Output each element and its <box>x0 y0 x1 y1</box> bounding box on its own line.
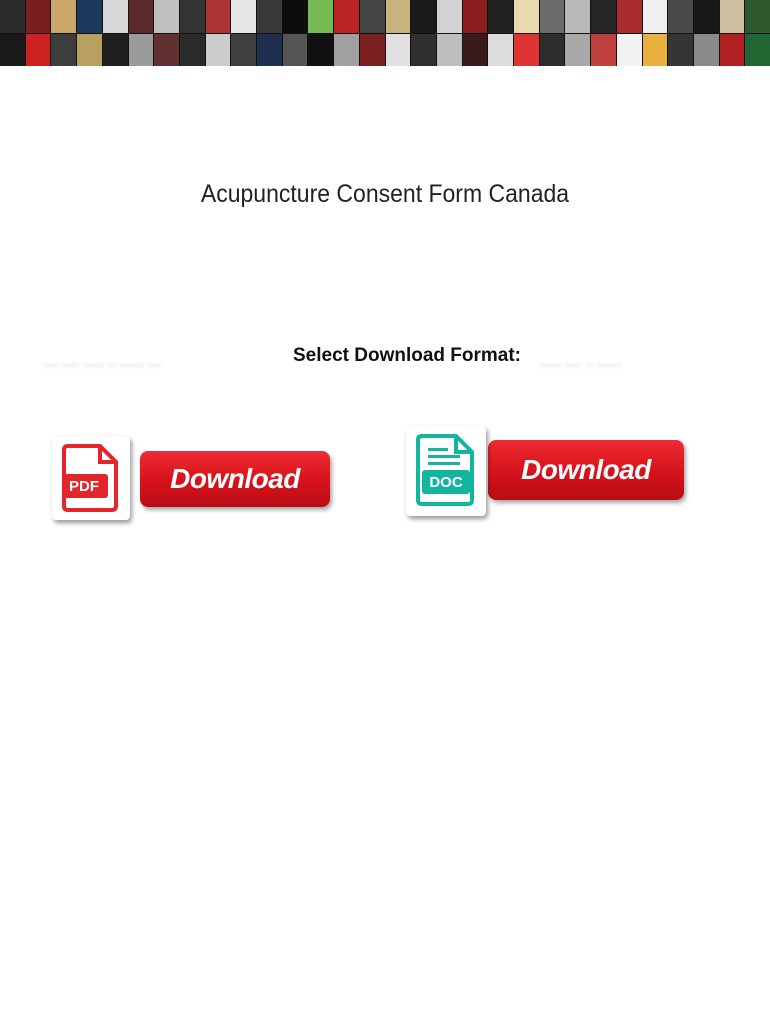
doc-icon-card <box>406 426 486 516</box>
cover-thumbnail <box>514 34 539 67</box>
cover-thumbnail <box>720 0 745 33</box>
cover-thumbnail <box>617 34 642 67</box>
cover-thumbnail <box>643 34 668 67</box>
cover-thumbnail <box>745 0 770 33</box>
cover-thumbnail <box>334 34 359 67</box>
doc-download-red-bar[interactable] <box>488 440 684 500</box>
doc-download-button[interactable] <box>406 426 690 520</box>
cover-thumbnail <box>0 34 25 67</box>
doc-file-icon <box>416 434 476 506</box>
pdf-icon-card <box>52 436 130 520</box>
blurred-background-text: ▪▪▪▪▪ ▪▪▪▪ ▪▪ ▪▪▪▪▪▪ <box>540 358 623 372</box>
cover-thumbnail <box>257 34 282 67</box>
cover-thumbnail <box>231 34 256 67</box>
doc-download-label: Download <box>521 454 651 485</box>
cover-thumbnail <box>694 34 719 67</box>
cover-thumbnail <box>411 0 436 33</box>
cover-thumbnail <box>540 0 565 33</box>
cover-thumbnail <box>565 34 590 67</box>
cover-thumbnail <box>617 0 642 33</box>
cover-thumbnail <box>180 0 205 33</box>
cover-thumbnail <box>386 0 411 33</box>
pdf-download-label: Download <box>170 463 300 494</box>
cover-thumbnail <box>206 34 231 67</box>
pdf-download-button[interactable] <box>52 436 334 524</box>
cover-thumbnail <box>129 34 154 67</box>
cover-thumbnail <box>308 0 333 33</box>
cover-thumbnail <box>591 0 616 33</box>
cover-thumbnail <box>360 0 385 33</box>
cover-thumbnail <box>231 0 256 33</box>
cover-thumbnail <box>154 0 179 33</box>
cover-thumbnail <box>334 0 359 33</box>
cover-thumbnail <box>514 0 539 33</box>
cover-thumbnail <box>694 0 719 33</box>
cover-thumbnail <box>488 0 513 33</box>
cover-thumbnail <box>411 34 436 67</box>
pdf-icon-text: PDF <box>69 478 99 495</box>
cover-thumbnail <box>437 34 462 67</box>
cover-thumbnail <box>488 34 513 67</box>
cover-thumbnail <box>26 34 51 67</box>
cover-thumbnail <box>26 0 51 33</box>
cover-thumbnail <box>283 0 308 33</box>
cover-thumbnail <box>745 34 770 67</box>
cover-thumbnail <box>77 0 102 33</box>
select-format-label: Select Download Format: <box>292 345 522 366</box>
cover-thumbnail <box>540 34 565 67</box>
cover-thumbnail <box>386 34 411 67</box>
cover-thumbnail <box>668 0 693 33</box>
cover-thumbnail <box>591 34 616 67</box>
cover-thumbnail <box>565 0 590 33</box>
blurred-background-text: ▪▪▪▪ ▪▪▪▪ ▪▪▪▪▪ ▪▪ ▪▪▪▪▪▪ ▪▪▪ <box>42 358 161 372</box>
cover-thumbnail <box>463 34 488 67</box>
cover-thumbnail <box>643 0 668 33</box>
cover-thumbnail <box>129 0 154 33</box>
cover-thumbnail <box>283 34 308 67</box>
page-title: Acupuncture Consent Form Canada <box>200 180 570 208</box>
cover-thumbnail <box>720 34 745 67</box>
cover-thumbnail <box>51 34 76 67</box>
cover-thumbnail <box>360 34 385 67</box>
cover-thumbnail <box>308 34 333 67</box>
cover-thumbnail <box>668 34 693 67</box>
doc-icon-text: DOC <box>429 474 463 491</box>
cover-thumbnail <box>206 0 231 33</box>
cover-thumbnail <box>257 0 282 33</box>
cover-thumbnail <box>103 34 128 67</box>
cover-thumbnail <box>437 0 462 33</box>
pdf-download-red-bar[interactable] <box>140 451 330 507</box>
cover-thumbnail <box>180 34 205 67</box>
pdf-file-icon <box>62 444 120 512</box>
cover-thumbnail <box>154 34 179 67</box>
cover-thumbnail <box>103 0 128 33</box>
cover-thumbnail <box>463 0 488 33</box>
cover-banner <box>0 0 770 66</box>
cover-thumbnail <box>51 0 76 33</box>
cover-thumbnail <box>77 34 102 67</box>
cover-thumbnail <box>0 0 25 33</box>
